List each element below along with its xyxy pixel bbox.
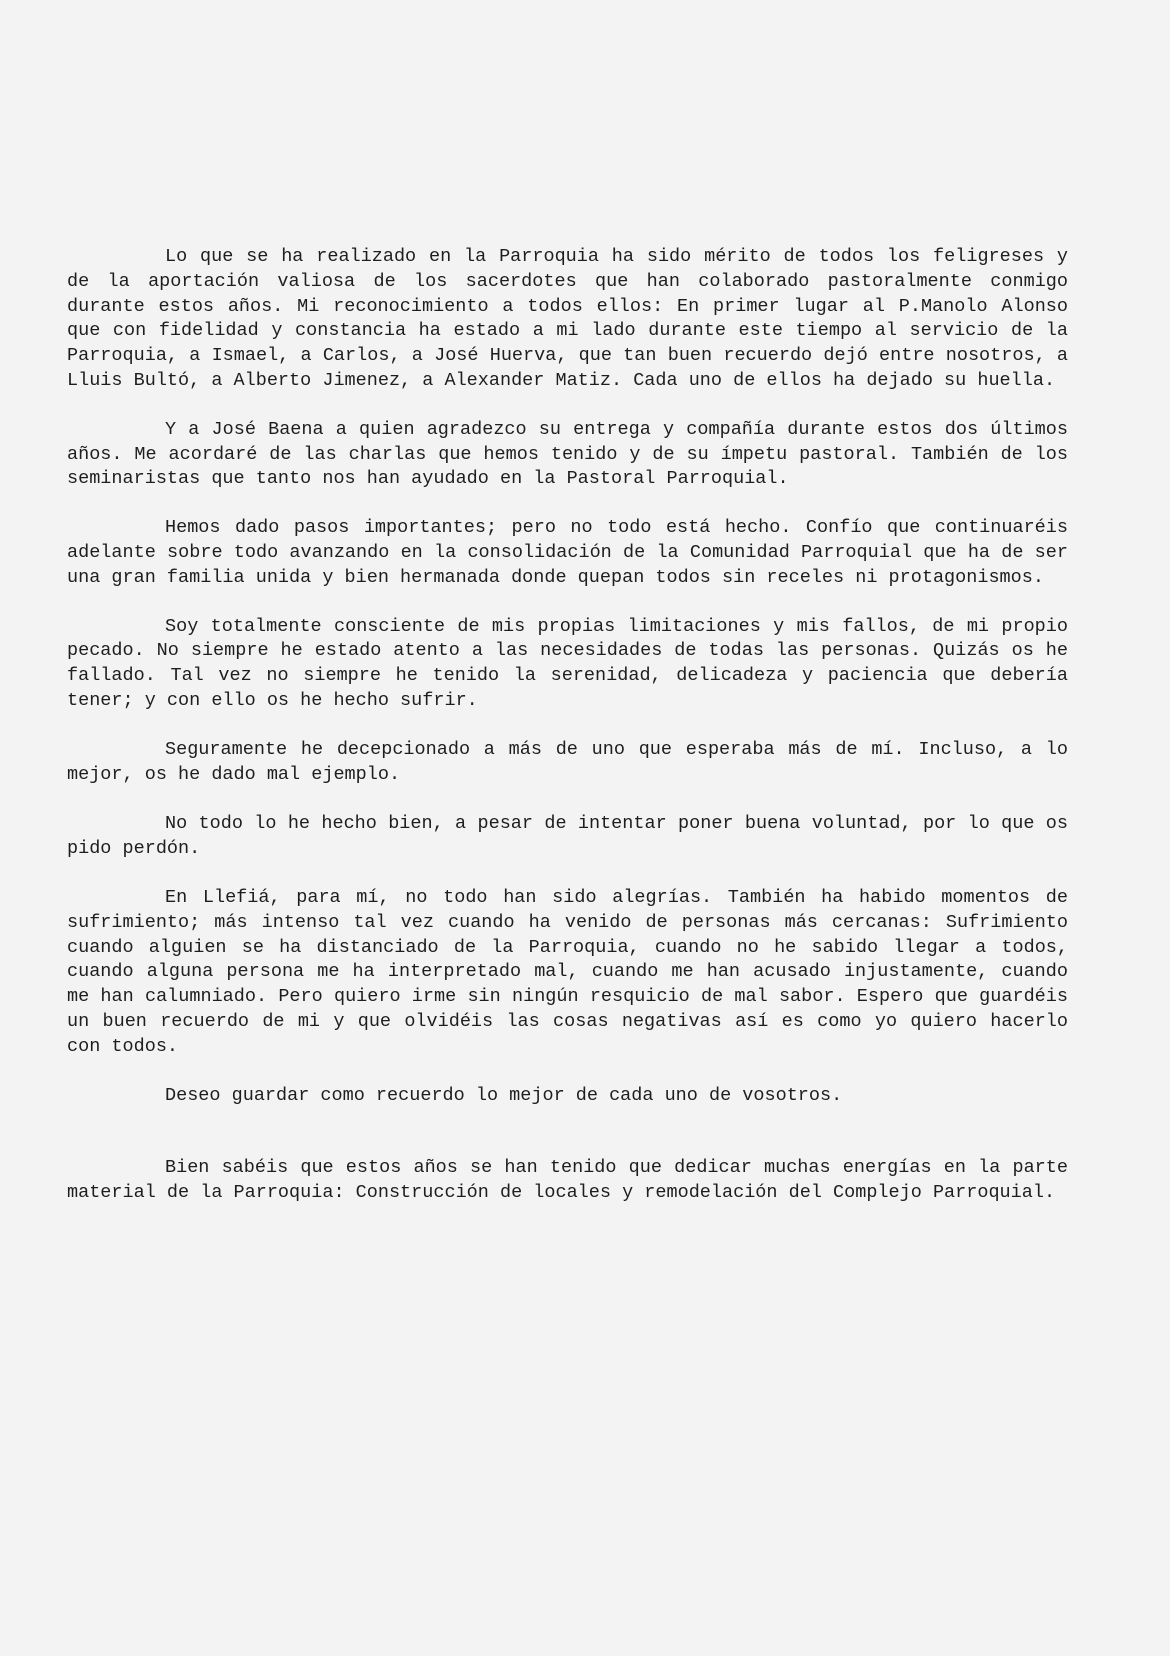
paragraph-sufrimiento: En Llefiá, para mí, no todo han sido alegrías. También ha habido momentos de sufrimiento; más intenso tal vez cuando ha venido de personas más cercanas: Sufrimiento cuando alguien se ha distanciado de la Parroquia, cuando no he sabido llegar a todos, cuando alguna persona me ha interpretado mal, cuando me han acusado injustamente, cuando me han calumniado. Pero quiero irme sin ningún resquicio de mal sabor. Espero que guardéis un buen recuerdo de mi y que olvidéis las cosas negativas así es como yo quiero hacerlo con todos. <box>67 886 1068 1057</box>
paragraph-pasos-importantes: Hemos dado pasos importantes; pero no todo está hecho. Confío que continuaréis adelante sobre todo avanzando en la consolidación de la Comunidad Parroquial que ha de ser una gran familia unida y bien hermanada donde quepan todos sin receles ni protagonismos. <box>67 517 1068 588</box>
paragraph-jose-baena: Y a José Baena a quien agradezco su entrega y compañía durante estos dos últimos años. Me acordaré de las charlas que hemos tenido y de su ímpetu pastoral. También de los seminaristas que tanto nos han ayudado en la Pastoral Parroquial. <box>67 418 1068 490</box>
paragraph-acknowledgements: Lo que se ha realizado en la Parroquia ha sido mérito de todos los feligreses y de la aportación valiosa de los sacerdotes que han colaborado pastoralmente conmigo durante estos años. Mi reconocimiento a todos ellos: En primer lugar al P.Manolo Alonso que con fidelidad y constancia ha estado a mi lado durante este tiempo al servicio de la Parroquia, a Ismael, a Carlos, a José Huerva, que tan buen recuerdo dejó entre nosotros, a Lluis Bultó, a Alberto Jimenez, a Alexander Matiz. Cada uno de ellos ha dejado su huella. <box>67 246 1068 391</box>
paragraph-parte-material: Bien sabéis que estos años se han tenido que dedicar muchas energías en la parte material de la Parroquia: Construcción de locales y remodelación del Complejo Parroquial. <box>67 1157 1068 1204</box>
paragraph-recuerdo: Deseo guardar como recuerdo lo mejor de cada uno de vosotros. <box>165 1084 843 1106</box>
paragraph-perdon: No todo lo he hecho bien, a pesar de intentar poner buena voluntad, por lo que os pido perdón. <box>67 813 1068 860</box>
letter-body <box>67 245 1068 1206</box>
paragraph-decepcion: Seguramente he decepcionado a más de uno que esperaba más de mí. Incluso, a lo mejor, os he dado mal ejemplo. <box>67 738 1068 785</box>
paragraph-limitaciones: Soy totalmente consciente de mis propias limitaciones y mis fallos, de mi propio pecado. No siempre he estado atento a las necesidades de todas las personas. Quizás os he fallado. Tal vez no siempre he tenido la serenidad, delicadeza y paciencia que debería tener; y con ello os he hecho sufrir. <box>67 615 1068 711</box>
